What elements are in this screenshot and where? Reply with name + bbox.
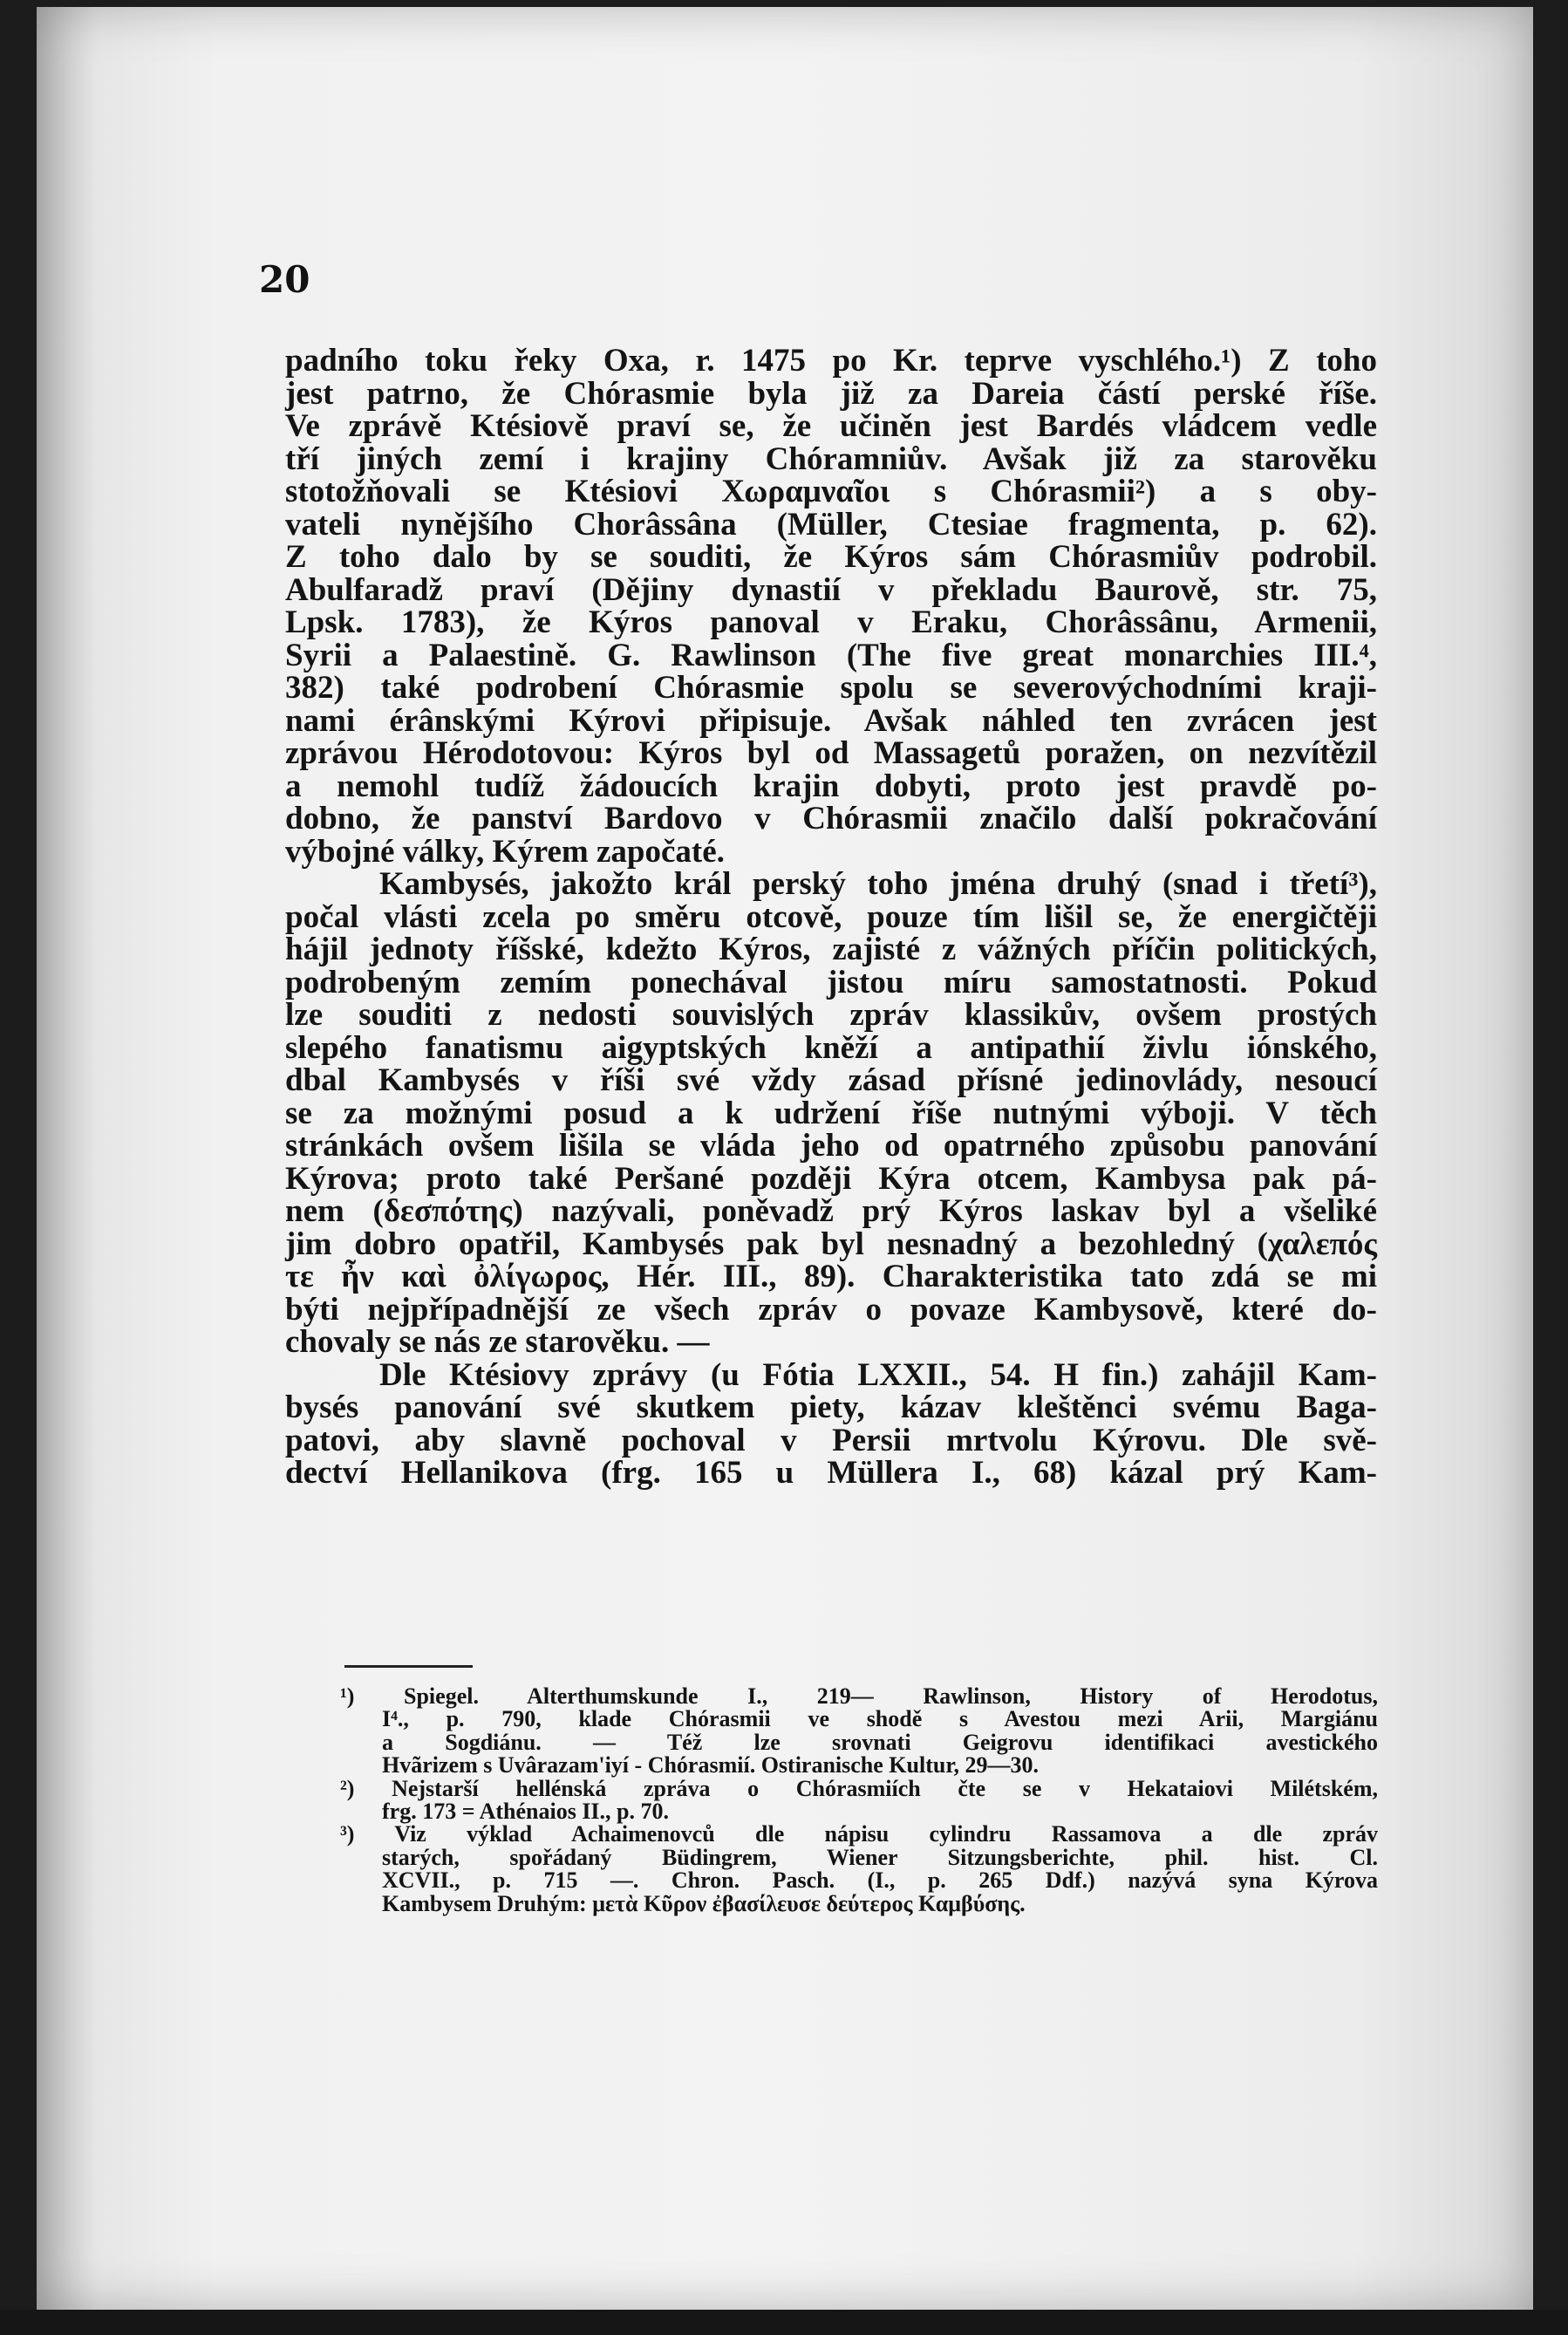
footnote-line: Hvãrizem s Uvârazam'iyí - Chórasmií. Ostiranische Kultur, 29—30. <box>382 1752 1039 1779</box>
text-line: býti nejpřípadnější ze všech zpráv o povaze Kambysově, které do- <box>285 1291 1377 1328</box>
text-line: dbal Kambysés v říši své vždy zásad přísné jedinovlády, nesoucí <box>285 1062 1377 1098</box>
footnotes <box>340 1685 1378 1915</box>
text-line: hájil jednoty říšské, kdežto Kýros, zajisté z vážných příčin politických, <box>285 932 1377 967</box>
text-line: 382) také podrobení Chórasmie spolu se severovýchodními kraji- <box>285 670 1377 706</box>
text-line: stotožňovali se Ktésiovi Χωραμναῖοι s Chórasmii²) a s oby- <box>285 474 1377 509</box>
text-line: dobno, že panství Bardovo v Chórasmii značilo další pokračování <box>285 801 1377 836</box>
text-line: se za možnými posud a k udržení říše nutnými výboji. V těch <box>285 1095 1377 1131</box>
text-line: a nemohl tudíž žádoucích krajin dobyti, proto jest pravdě po- <box>285 768 1377 804</box>
text-line: stránkách ovšem lišila se vláda jeho od opatrného způsobu panování <box>285 1128 1377 1164</box>
text-line: Z toho dalo by se souditi, že Kýros sám Chórasmiův podrobil. <box>285 539 1377 575</box>
text-line: Ve zprávě Ktésiově praví se, že učiněn jest Bardés vládcem vedle <box>285 408 1377 444</box>
footnote-2: ²) Nejstarší hellénská zpráva o Chórasmiích čte se v Hekataiovi Milétském, <box>340 1775 1378 1801</box>
page-number: 20 <box>259 258 310 301</box>
text-line: Syrii a Palaestině. G. Rawlinson (The five great monarchies III.⁴, <box>285 637 1377 673</box>
text-line: jim dobro opatřil, Kambysés pak byl nesnadný a bezohledný (χαλεπός <box>285 1226 1377 1262</box>
scan-border <box>0 2310 1568 2335</box>
footnote-line: frg. 173 = Athénaios II., p. 70. <box>382 1798 670 1824</box>
text-line: nami érânskými Kýrovi připisuje. Avšak náhled ten zvrácen jest <box>285 702 1377 739</box>
text-line: bysés panování své skutkem piety, kázav kleštěnci svému Baga- <box>285 1389 1377 1425</box>
text-line: zprávou Hérodotovou: Kýros byl od Massagetů poražen, on nezvítězil <box>285 735 1377 771</box>
text-line: slepého fanatismu aigyptských kněží a antipathií živlu iónského, <box>285 1029 1377 1066</box>
text-line: Abulfaradž praví (Dějiny dynastií v překladu Baurově, str. 75, <box>285 571 1377 608</box>
text-line: Kýrova; proto také Peršané později Kýra otcem, Kambysa pak pá- <box>285 1160 1377 1197</box>
footnote-divider <box>344 1665 473 1668</box>
text-line: patovi, aby slavně pochoval v Persii mrtvolu Kýrovu. Dle svě- <box>285 1422 1377 1458</box>
footnote-line: I⁴., p. 790, klade Chórasmii ve shodě s Avestou mezi Arii, Margiánu <box>382 1706 1378 1732</box>
paragraph-start-line: Kambysés, jakožto král perský toho jména druhý (snad i třetí³), <box>379 866 1377 902</box>
text-line: padního toku řeky Oxa, r. 1475 po Kr. teprve vyschlého.¹) Z toho <box>285 343 1377 379</box>
footnote-line: a Sogdiánu. — Též lze srovnati Geigrovu identifikaci avestického <box>382 1729 1378 1755</box>
text-line: lze souditi z nedosti souvislých zpráv klassikův, ovšem prostých <box>285 997 1377 1033</box>
text-line: vateli nynějšího Chorâssâna (Müller, Ctesiae fragmenta, p. 62). <box>285 506 1377 543</box>
text-line: jest patrno, že Chórasmie byla již za Dareia částí perské říše. <box>285 375 1377 412</box>
text-line: chovaly se nás ze starověku. — <box>285 1324 710 1360</box>
paragraph-start-line: Dle Ktésiovy zprávy (u Fótia LXXII., 54. H fin.) zahájil Kam- <box>379 1356 1377 1393</box>
text-line: τε ἦν καὶ ὀλίγωρος, Hér. III., 89). Charakteristika tato zdá se mi <box>285 1259 1377 1294</box>
text-line: tří jiných zemí i krajiny Chóramniův. Avšak již za starověku <box>285 440 1377 477</box>
footnote-line: XCVII., p. 715 —. Chron. Pasch. (I., p. 265 Ddf.) nazývá syna Kýrova <box>382 1867 1378 1894</box>
text-line: počal vlásti zcela po směru otcově, pouze tím lišil se, že energičtěji <box>285 898 1377 935</box>
footnote-line: Kambysem Druhým: μετὰ Κῦρον ἐβασίλευσε δεύτερος Καμβύσης. <box>382 1890 1026 1916</box>
footnote-line: starých, spořádaný Büdingrem, Wiener Sitzungsberichte, phil. hist. Cl. <box>382 1844 1378 1870</box>
text-line: Lpsk. 1783), že Kýros panoval v Eraku, Chorâssânu, Armenii, <box>285 604 1377 640</box>
text-line: podrobeným zemím ponechával jistou míru samostatnosti. Pokud <box>285 964 1377 1000</box>
text-line: nem (δεσπότης) nazývali, poněvadž prý Kýros laskav byl a všeliké <box>285 1193 1377 1229</box>
text-line: výbojné války, Kýrem započaté. <box>285 833 725 870</box>
text-line: dectví Hellanikova (frg. 165 u Müllera I., 68) kázal prý Kam- <box>285 1455 1377 1491</box>
footnote-1: ¹) Spiegel. Alterthumskunde I., 219— Rawlinson, History of Herodotus, <box>340 1683 1378 1709</box>
main-text <box>285 345 1377 1490</box>
footnote-3: ³) Viz výklad Achaimenovců dle nápisu cylindru Rassamova a dle zpráv <box>340 1821 1378 1847</box>
